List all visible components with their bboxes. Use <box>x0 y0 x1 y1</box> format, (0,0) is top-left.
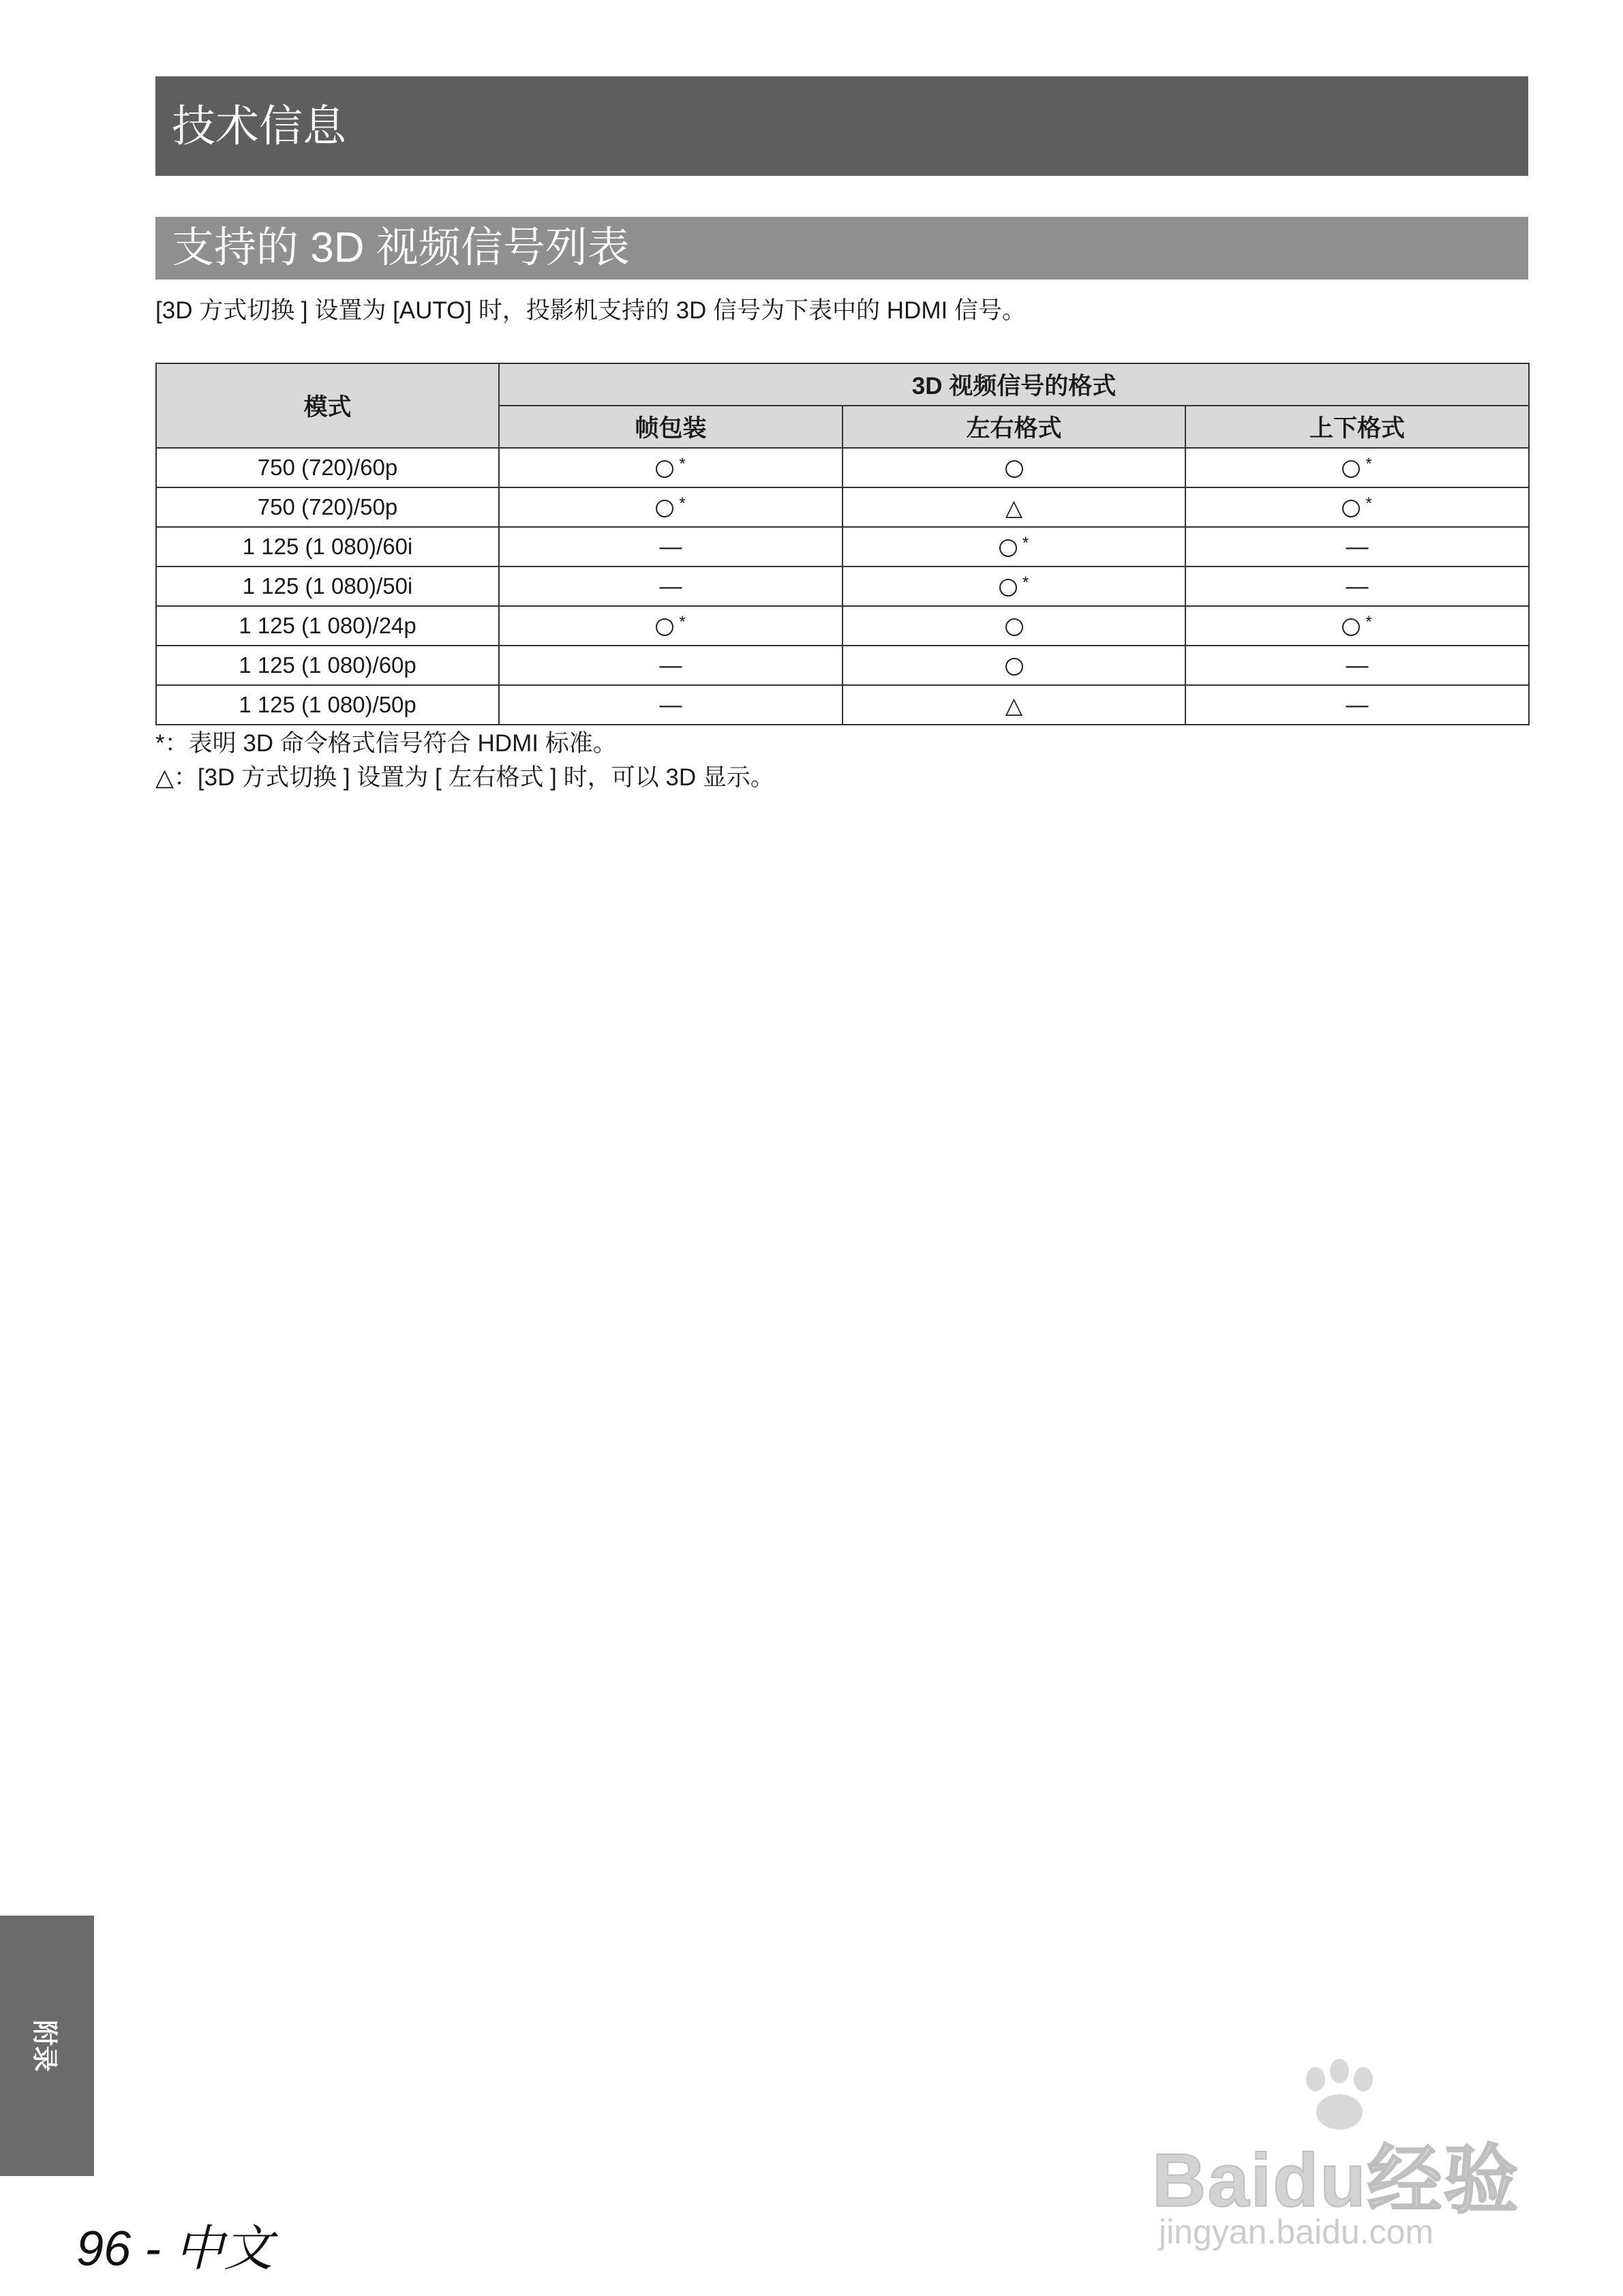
unsupported-dash: — <box>659 652 682 678</box>
table-row <box>156 646 1529 685</box>
support-cell <box>499 527 843 567</box>
hdmi-standard-mark: * <box>1365 455 1372 473</box>
column-header-frame-packing: 帧包装 <box>499 406 843 448</box>
hdmi-standard-mark: * <box>679 613 686 631</box>
support-cell <box>499 487 843 527</box>
supported-circle-icon <box>999 579 1017 596</box>
appendix-side-tab <box>0 1916 94 2176</box>
unsupported-dash: — <box>659 534 682 559</box>
support-cell <box>499 448 843 487</box>
chapter-header <box>155 76 1528 176</box>
support-cell <box>1185 606 1529 646</box>
table-row <box>156 527 1529 567</box>
footnotes <box>155 727 1528 795</box>
mode-cell: 1 125 (1 080)/60p <box>156 646 499 685</box>
unsupported-dash: — <box>1346 652 1369 678</box>
supported-circle-icon <box>656 618 673 636</box>
unsupported-dash: — <box>1346 573 1369 599</box>
column-header-top-and-bottom: 上下格式 <box>1185 406 1529 448</box>
conditional-triangle-icon: △ <box>1005 494 1023 520</box>
support-cell <box>1185 448 1529 487</box>
watermark-brand: Baidu经验 <box>1152 2139 1520 2222</box>
footnote-triangle: △：[3D 方式切换 ] 设置为 [ 左右格式 ] 时，可以 3D 显示。 <box>155 764 774 791</box>
support-cell <box>499 685 843 725</box>
support-cell <box>843 685 1185 725</box>
unsupported-dash: — <box>1346 692 1369 717</box>
hdmi-standard-mark: * <box>1022 534 1029 552</box>
mode-cell: 750 (720)/60p <box>156 448 499 487</box>
mode-cell: 1 125 (1 080)/24p <box>156 606 499 646</box>
supported-circle-icon <box>1005 460 1023 478</box>
supported-circle-icon <box>1342 618 1360 636</box>
column-header-side-by-side: 左右格式 <box>843 406 1185 448</box>
support-cell <box>843 646 1185 685</box>
page-number: 96 - 中文 <box>76 2222 273 2276</box>
intro-text: [3D 方式切换 ] 设置为 [AUTO] 时，投影机支持的 3D 信号为下表中的 HDMI 信号。 <box>155 297 1026 324</box>
support-cell <box>499 567 843 606</box>
section-title: 支持的 3D 视频信号列表 <box>172 224 630 271</box>
supported-circle-icon <box>999 539 1017 557</box>
3d-format-table <box>155 363 1530 725</box>
section-header <box>155 217 1528 280</box>
support-cell <box>843 487 1185 527</box>
mode-cell: 1 125 (1 080)/50p <box>156 685 499 725</box>
unsupported-dash: — <box>1346 534 1369 559</box>
table-row <box>156 487 1529 527</box>
chapter-title: 技术信息 <box>172 102 346 151</box>
supported-circle-icon <box>1342 460 1360 478</box>
supported-circle-icon <box>656 500 673 517</box>
support-cell <box>499 606 843 646</box>
hdmi-standard-mark: * <box>1365 613 1372 631</box>
support-cell <box>499 646 843 685</box>
unsupported-dash: — <box>659 692 682 717</box>
table-body <box>156 448 1529 725</box>
table-row <box>156 567 1529 606</box>
format-group-header: 3D 视频信号的格式 <box>499 363 1529 406</box>
support-cell <box>843 448 1185 487</box>
support-cell <box>1185 527 1529 567</box>
unsupported-dash: — <box>659 573 682 599</box>
mode-cell: 1 125 (1 080)/50i <box>156 567 499 606</box>
hdmi-standard-mark: * <box>679 494 686 513</box>
supported-circle-icon <box>1005 658 1023 676</box>
table-row <box>156 606 1529 646</box>
table-row <box>156 448 1529 487</box>
supported-circle-icon <box>1005 618 1023 636</box>
hdmi-standard-mark: * <box>1022 573 1029 592</box>
supported-circle-icon <box>1342 500 1360 517</box>
support-cell <box>843 606 1185 646</box>
support-cell <box>1185 567 1529 606</box>
watermark-url: jingyan.baidu.com <box>1159 2213 1434 2251</box>
baidu-watermark <box>1152 2059 1534 2256</box>
hdmi-standard-mark: * <box>1365 494 1372 513</box>
conditional-triangle-icon: △ <box>1005 692 1023 718</box>
support-cell <box>843 527 1185 567</box>
mode-cell: 750 (720)/50p <box>156 487 499 527</box>
supported-circle-icon <box>656 460 673 478</box>
support-cell <box>843 567 1185 606</box>
support-cell <box>1185 487 1529 527</box>
mode-cell: 1 125 (1 080)/60i <box>156 527 499 567</box>
table-row <box>156 685 1529 725</box>
support-cell <box>1185 646 1529 685</box>
appendix-tab-label: 附录 <box>29 2019 59 2072</box>
mode-header: 模式 <box>156 363 499 448</box>
support-cell <box>1185 685 1529 725</box>
footnote-star: *：表明 3D 命令格式信号符合 HDMI 标准。 <box>155 730 617 757</box>
hdmi-standard-mark: * <box>679 455 686 473</box>
